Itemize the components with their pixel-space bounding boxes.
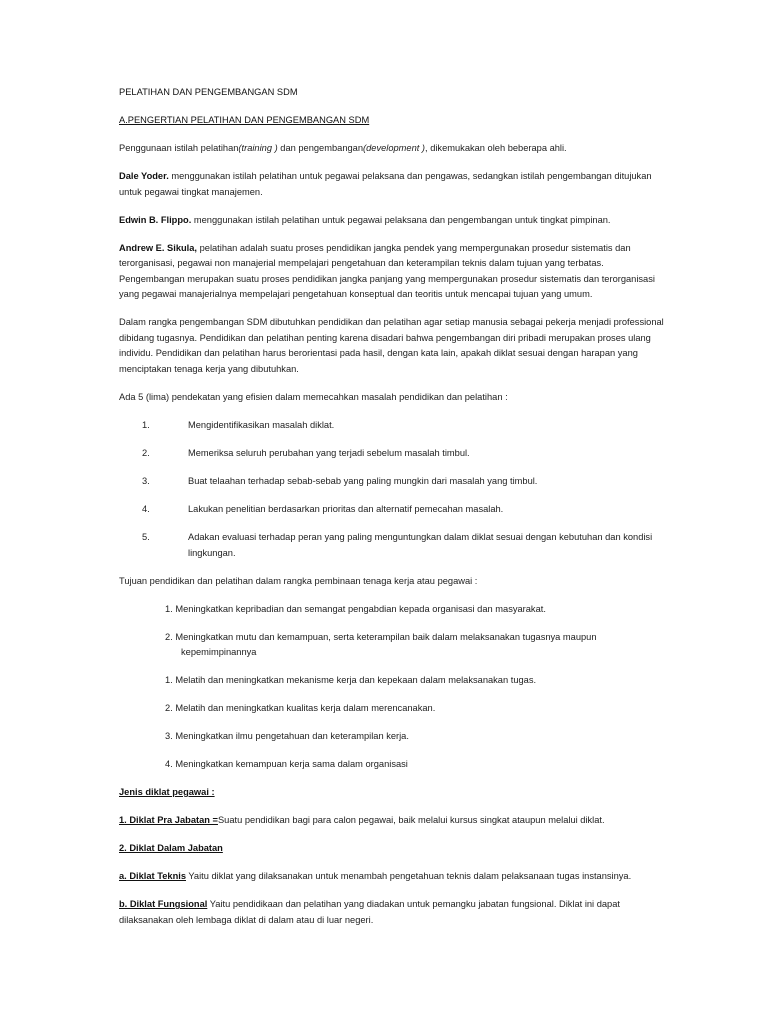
list-item-text: 4. Meningkatkan kemampuan kerja sama dalam organisasi bbox=[165, 759, 408, 770]
type-pra-jabatan bbox=[119, 813, 668, 829]
goals-intro: Tujuan pendidikan dan pelatihan dalam rangka pembinaan tenaga kerja atau pegawai : bbox=[119, 575, 478, 586]
list-item-text: 2. Melatih dan meningkatkan kualitas kerja dalam merencanakan. bbox=[165, 703, 436, 714]
intro-text-3: , dikemukakan oleh beberapa ahli. bbox=[425, 142, 567, 153]
list-item-text: 1. Melatih dan meningkatkan mekanisme kerja dan kepekaan dalam melaksanakan tugas. bbox=[165, 675, 537, 686]
list-item bbox=[165, 757, 668, 773]
list-item bbox=[165, 602, 668, 618]
list-item-number: 5. bbox=[142, 531, 150, 542]
list-item bbox=[165, 630, 668, 661]
list-item bbox=[165, 701, 668, 717]
list-item-number: 4. bbox=[142, 503, 150, 514]
list-item-number: 1. bbox=[142, 420, 150, 431]
type-label: 2. Diklat Dalam Jabatan bbox=[119, 843, 223, 853]
list-item-text: 2. Meningkatkan mutu dan kemampuan, serta keterampilan baik dalam melaksanakan tugasnya maupun bbox=[165, 631, 597, 642]
intro-text-2: dan pengembangan bbox=[277, 142, 364, 153]
document-heading: PELATIHAN DAN PENGEMBANGAN SDM bbox=[119, 87, 298, 97]
intro-term-training: (training ) bbox=[238, 142, 278, 153]
list-item bbox=[165, 673, 668, 689]
list-item bbox=[119, 446, 668, 462]
definition-author: Dale Yoder. bbox=[119, 170, 169, 181]
list-item bbox=[119, 502, 668, 518]
definition-text: pelatihan adalah suatu proses pendidikan jangka pendek yang mempergunakan prosedur sistematis dan terorganisasi, pegawai non manajerial mempelajari pengetahuan dan keterampilan teknis dalam tujuan yang terbatas. Pengembangan merupakan suatu proses pendidikan jangka panjang yang mempergunakan prosedur sistematis dan terorganisasi yang pegawai manajerialnya mempelajari pengetahuan konseptual dan teoritis untuk mencapai tujuan yang umum. bbox=[119, 242, 655, 300]
list-item-text: Memeriksa seluruh perubahan yang terjadi sebelum masalah timbul. bbox=[188, 448, 470, 459]
intro-text-1: Penggunaan istilah pelatihan bbox=[119, 142, 239, 153]
list-item-text: Buat telaahan terhadap sebab-sebab yang paling mungkin dari masalah yang timbul. bbox=[188, 476, 538, 486]
list-item-text: Mengidentifikasikan masalah diklat. bbox=[188, 420, 335, 431]
type-text: Suatu pendidikan bagi para calon pegawai, baik melalui kursus singkat ataupun melalui diklat. bbox=[217, 815, 605, 826]
definition-andrew-sikula bbox=[119, 241, 668, 303]
list-item-continuation: kepemimpinannya bbox=[181, 647, 257, 658]
list-item bbox=[119, 418, 668, 434]
definition-edwin-flippo bbox=[119, 213, 668, 229]
goals-list bbox=[119, 602, 668, 773]
definition-dale-yoder bbox=[119, 169, 668, 200]
list-item-text: Lakukan penelitian berdasarkan prioritas dan alternatif pemecahan masalah. bbox=[188, 503, 504, 514]
context-paragraph: Dalam rangka pengembangan SDM dibutuhkan pendidikan dan pelatihan agar setiap manusia sebagai pekerja menjadi professional dibidang tugasnya. Pendidikan dan pelatihan penting karena disadari bahwa pengembangan diri pribadi merupakan proses ulang individu. Pendidikan dan pelatihan harus berorientasi pada hasil, dengan kata lain, apakah diklat sesuai dengan harapan yang menciptakan tenaga kerja yang dibutuhkan. bbox=[119, 317, 664, 375]
type-diklat-fungsional bbox=[119, 897, 668, 928]
definition-text: menggunakan istilah pelatihan untuk pegawai pelaksana dan pengembangan untuk tingkat pimpinan. bbox=[191, 214, 611, 225]
list-item-text: 1. Meningkatkan kepribadian dan semangat pengabdian kepada organisasi dan masyarakat. bbox=[165, 603, 546, 614]
type-label: b. Diklat Fungsional bbox=[119, 898, 208, 909]
section-heading: A.PENGERTIAN PELATIHAN DAN PENGEMBANGAN SDM bbox=[119, 114, 370, 125]
list-item bbox=[119, 474, 668, 490]
list-item bbox=[165, 729, 668, 745]
type-dalam-jabatan bbox=[119, 841, 668, 857]
type-text: Yaitu pendidikaan dan pelatihan yang diadakan untuk pemangku jabatan fungsional. Diklat ini dapat dilaksanakan oleh lembaga diklat di dalam atau di luar negeri. bbox=[119, 898, 620, 925]
intro-term-development: (development ) bbox=[363, 142, 426, 153]
list-item-number: 2. bbox=[142, 448, 150, 459]
list-item-number: 3. bbox=[142, 476, 150, 486]
approach-intro: Ada 5 (lima) pendekatan yang efisien dalam memecahkan masalah pendidikan dan pelatihan : bbox=[119, 392, 508, 403]
type-text: Yaitu diklat yang dilaksanakan untuk menambah pengetahuan teknis dalam pelaksanaan tugas instansinya. bbox=[186, 870, 632, 881]
list-item bbox=[119, 530, 668, 561]
type-diklat-teknis bbox=[119, 869, 668, 885]
list-item-text: 3. Meningkatkan ilmu pengetahuan dan keterampilan kerja. bbox=[165, 731, 409, 742]
approach-list bbox=[119, 418, 668, 561]
definition-author: Edwin B. Flippo. bbox=[119, 214, 192, 225]
definition-text: menggunakan istilah pelatihan untuk pegawai pelaksana dan pengawas, sedangkan istilah pengembangan ditujukan untuk pegawai tingkat manajemen. bbox=[119, 170, 652, 197]
list-item-text: Adakan evaluasi terhadap peran yang paling menguntungkan dalam diklat sesuai dengan kebutuhan dan kondisi lingkungan. bbox=[188, 531, 653, 558]
types-heading: Jenis diklat pegawai : bbox=[119, 787, 215, 798]
definition-author: Andrew E. Sikula, bbox=[119, 242, 198, 253]
type-label: 1. Diklat Pra Jabatan = bbox=[119, 815, 218, 826]
intro-paragraph bbox=[119, 141, 668, 157]
type-label: a. Diklat Teknis bbox=[119, 870, 186, 881]
